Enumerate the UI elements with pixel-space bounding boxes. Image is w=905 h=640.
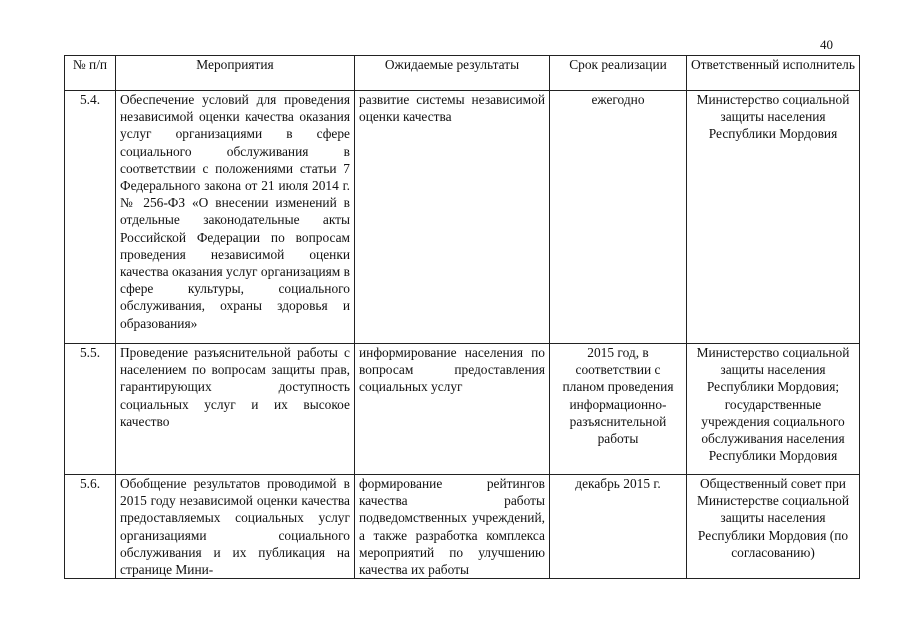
row-number: 5.5. <box>65 344 116 475</box>
deadline-cell: декабрь 2015 г. <box>550 475 687 579</box>
responsible-cell: Общественный совет при Министерстве социальной защиты населения Республики Мордовия (по согласованию) <box>687 475 860 579</box>
responsible-cell: Министерство социальной защиты населения Республики Мордовия; государственные учреждения социального обслуживания населения Республики Мордовия <box>687 344 860 475</box>
header-measures: Мероприятия <box>116 56 355 91</box>
responsible-cell: Министерство социальной защиты населения Республики Мордовия <box>687 91 860 344</box>
table-header-row <box>65 56 860 91</box>
header-results: Ожидаемые результаты <box>355 56 550 91</box>
header-responsible: Ответственный исполнитель <box>687 56 860 91</box>
result-cell: формирование рейтингов качества работы подведомственных учреждений, а также разработка комплекса мероприятий по улучшению качества их работы <box>355 475 550 579</box>
table-row <box>65 475 860 579</box>
deadline-cell: 2015 год, в соответствии с планом проведения информационно-разъяснительной работы <box>550 344 687 475</box>
row-number: 5.4. <box>65 91 116 344</box>
result-cell: развитие системы независимой оценки качества <box>355 91 550 344</box>
header-num: № п/п <box>65 56 116 91</box>
table-row <box>65 344 860 475</box>
action-plan-table <box>64 55 860 579</box>
header-deadline: Срок реализации <box>550 56 687 91</box>
measure-cell: Обеспечение условий для проведения независимой оценки качества оказания услуг организациями в сфере социального обслуживания в соответствии с положениями статьи 7 Федерального закона от 21 июля 2014 г. № 256-ФЗ «О внесении изменений в отдельные законодательные акты Российской Федерации по вопросам проведения независимой оценки качества оказания услуг организациям в сфере культуры, социального обслуживания, охраны здоровья и образования» <box>116 91 355 344</box>
measure-cell: Проведение разъяснительной работы с населением по вопросам защиты прав, гарантирующих доступность социальных услуг и их высокое качество <box>116 344 355 475</box>
measure-cell: Обобщение результатов проводимой в 2015 году независимой оценки качества предоставляемых социальных услуг организациями социального обслуживания и их публикация на странице Мини- <box>116 475 355 579</box>
row-number: 5.6. <box>65 475 116 579</box>
page-number: 40 <box>820 37 833 52</box>
deadline-cell: ежегодно <box>550 91 687 344</box>
table-row <box>65 91 860 344</box>
result-cell: информирование населения по вопросам предоставления социальных услуг <box>355 344 550 475</box>
